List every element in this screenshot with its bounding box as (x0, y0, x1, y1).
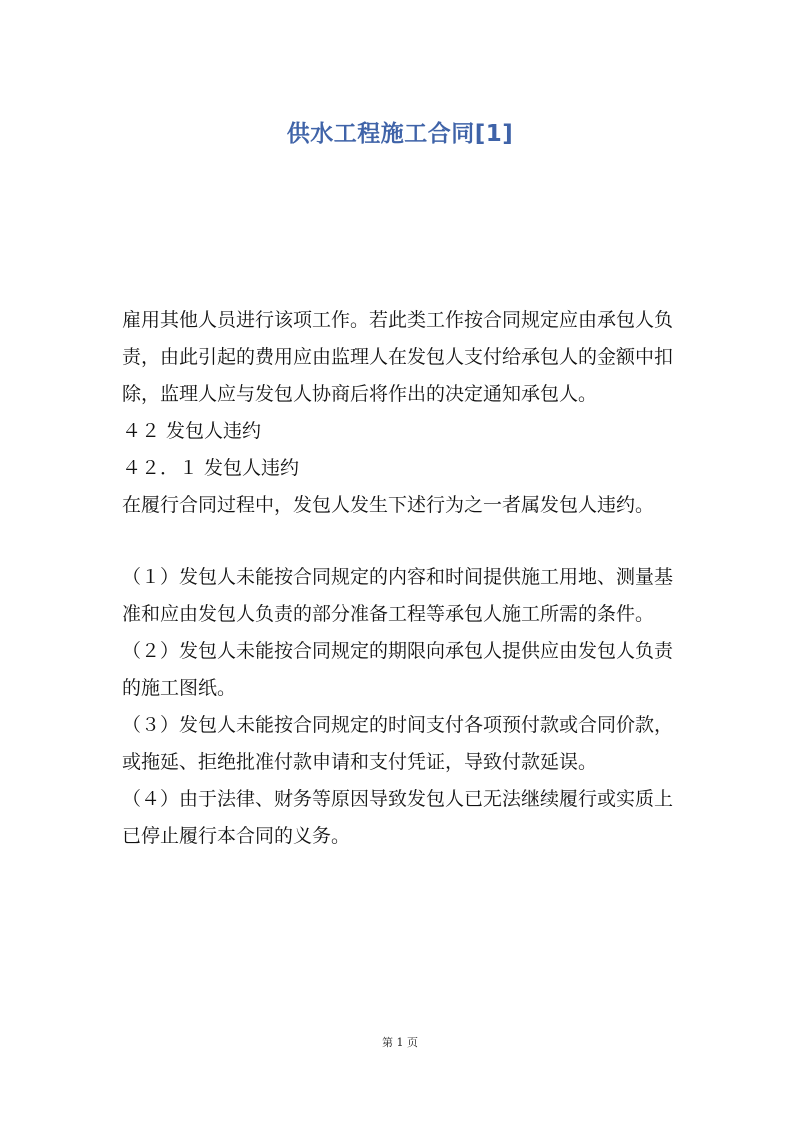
paragraph-intro: 雇用其他人员进行该项工作。若此类工作按合同规定应由承包人负责，由此引起的费用应由监理人在发包人支付给承包人的金额中扣除，监理人应与发包人协商后将作出的决定通知承包人。 (122, 309, 674, 405)
paragraph-lead: 在履行合同过程中，发包人发生下述行为之一者属发包人违约。 (122, 494, 655, 516)
paragraph-gap (122, 524, 682, 559)
document-body (122, 302, 682, 855)
list-item: （２）发包人未能按合同规定的期限向承包人提供应由发包人负责的施工图纸。 (122, 640, 674, 699)
section-heading: ４２ 发包人违约 (122, 420, 262, 442)
list-item: （１）发包人未能按合同规定的内容和时间提供施工用地、测量基准和应由发包人负责的部分准备工程等承包人施工所需的条件。 (122, 566, 674, 625)
list-item: （４）由于法律、财务等原因导致发包人已无法继续履行或实质上已停止履行本合同的义务。 (122, 788, 674, 847)
subsection-heading: ４２．１ 发包人违约 (122, 457, 300, 479)
document-title: 供水工程施工合同[1] (286, 121, 514, 147)
list-item: （３）发包人未能按合同规定的时间支付各项预付款或合同价款，或拖延、拒绝批准付款申请和支付凭证，导致付款延误。 (122, 714, 674, 773)
page-number: 第 1 页 (382, 1036, 418, 1049)
